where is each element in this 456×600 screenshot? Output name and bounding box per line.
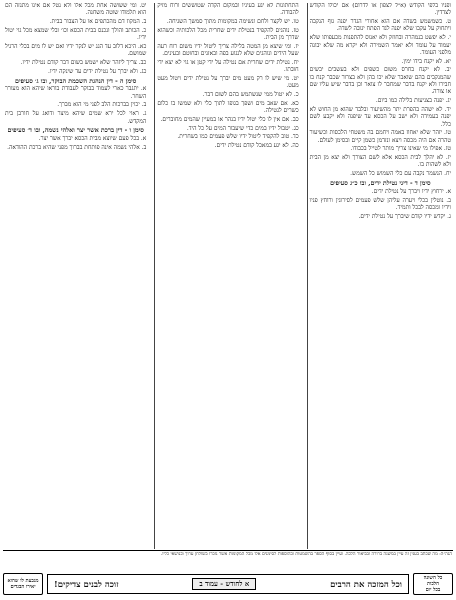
paragraph: ט. כשמשמש בשדה אם הוא אחורי הגדר יפנה גוף הנקבה ויתחוק על עקבו שלא יפנה לגד הפתח יגובה לשדה. [309,19,451,33]
footer-divider [3,550,453,551]
logo-stamp: מגבעת לו שהוא יאירו הבגדים [3,573,43,595]
banner-left-text: זוכה לבנים צדיקים! [54,579,119,590]
paragraph: כא. היכא דלוב עד הגג יש לנקר ידיו ואם יש לו מים בכלי הרגיל שמושם. [5,43,147,58]
paragraph: א. יתגבר כארי לעמוד בבוקר לעבודת בוראו שיהא הוא מעורר השחר. [5,86,147,100]
paragraph: כ. הכותב והולך ונכנס בבית הכסא וכו׳ ובלי שמצא מכל גוי יטול ידיו. [5,27,147,42]
paragraph: טו. יש לקצר ולחם ונשימה במקומות מתוך סמשך השגיחה. [166,19,299,26]
paragraph: יא. לא יקנח בידו ימין. [401,58,451,65]
paragraph: יח. הנשמר נקבה עם כלי השמוש כל השמש. [350,171,451,178]
paragraph: כ. לא יטול ממי שנשתמש בהם לשום דבר. [202,92,299,99]
paragraph: יג. יפנה בצניעות בלילה כמו ביום. [375,98,451,105]
section-heading: סימן ה - דין הנהגת השכמת הבוקר, ובו ג׳ סעיפים [15,77,137,85]
paragraph: יח. נטילת ידים שחרית אם נטילה על ידי קטן או גוי לא יצא ידי חובתו. [157,59,299,74]
column-middle [154,3,300,549]
halachot-stamp: כל השונה הלכות בכל יום [413,573,453,595]
paragraph: כד. טוב להקפיד ליטול ידיו שלש פעמים כמו בשחרית. [177,134,299,141]
section-heading: סימן ו - דין ברכת אשר יצר ואלהי נשמה, ובו ד׳ סעיפים [7,127,144,135]
paragraph: כב. אם אין לו כלי יטול ידיו בנהר או במעיין שהמים מחוברים. [160,116,299,123]
banner-right-text: וכל המזכה את הרבים [330,579,402,590]
column-left [3,3,148,549]
column-right [307,3,453,549]
section-heading: סימן ד - דיני נטילת ידים, ובו כ״ג סעיפים [330,179,431,187]
paragraph: התחתונות לא יגע בעיניו ובמקום הקדה שטוששים ורוח מזיק להבודה. [157,3,299,17]
paragraph: י. לא יפשט בנמהרה ובחוזק ולא יאנוס להתפנות מכעפותו שלא יעמוד על עומד ולא יאמר השמירה ולא יקרא מה שלא יבונה מלפני העומד. [309,35,451,56]
paragraph: כג. ולא יברך על נטילת ידים עד שינקה ידיו. [47,68,147,75]
paragraph: יב. לא יקנח בחרס משום כשפים ולא בעשבים יבשים שהמנקבים בהם שואבר שלא יכו בהן ולא בצרור שכבר קנח בו חבירו ולא יקנח בדבר שמחבר לו צואר וכן בדבר שיש עליו שם או צורה. [309,67,451,96]
paragraph: כב. צריך ליזהר שלא ישמש בשום דבר קודם נטילת ידיו. [20,59,147,66]
paragraph: כה. לא יגע במאכל קודם נטילת ידים. [214,143,299,150]
daily-banner [47,574,409,594]
paragraph: יז. ומי שיצא מן המטה בלילה צריך ליטול ידיו משום רוח רעה שעל הידים ונוהגים שלא לנגוע בפה ובאזנים ובחוטם ובעינים. [157,43,299,58]
paragraph: ופניו בלפי הקודש (א״ל לצפון או לדרום) אם יכולו הקודש לצדדין. [309,3,451,17]
paragraph: ב. המקוז דם מהכתפים או על הצבור בבית. [49,19,147,26]
paragraph: א. בכל פעם שיוצא מבית הכסא יברך אשר יצר. [38,136,147,143]
paragraph: א. ירחוץ ידיו ויברך על נטילת ידים. [371,188,451,195]
bottom-bar [3,571,453,597]
page-indicator: א לחודש - עמוד ב [192,578,256,590]
paragraph: ב. נוטלין בכלי ויערה עליהן שלש פעמים לסירוגין ורוחץ פניו וידיו ומכסה לבכל ותמיד. [309,197,451,211]
text-columns [3,3,453,549]
paragraph: יד. לא ישהה בהפרת יתר מהשיעור ובלבד שהוא מן החוש לא יפנה בעמידה ולא ישב על הכסא עד שיפנה ולא יקבע לשם כלל. [309,106,451,128]
paragraph: ב. אלהי נשמה אינה פותחת בברוך מפני שהיא ברכת ההודאה. [7,144,147,151]
footnote: הגה״ה: מה שכתב בענין זה עיין במשנה ברורה ובביאור הלכה. ועיין בסוף הספר בהשמטות ובהוספות לסימנים אלו מכל המקומות אשר נזכרו בשולחן ערוך ובנושאי כליו. [160,552,452,557]
paragraph: יט. ומי ששושה אחת מכל אלו ולא נטל אם אינו מתנזה הם הוא תלמודו שוטה משחנה. [5,3,147,17]
paragraph: טו. יזהר שלא יאחוז באמה ויחמם בה משטחי הלכסות וכשיעור טהרה אם היה מכסה ויצא ונזדמן כשמן קיים ובסימן לעולם. [309,130,451,144]
paragraph: כא. אם שאב מים ושפך בגופו לתוך כלי ולא שמשו בו כלום כשרים לנטילה. [157,100,299,115]
paragraph: טז. אפילו מי שאינו צריך מותר לטייל בכבודו. [350,146,451,153]
paragraph: יט. מי שיש לו רק מעט מים יברך על נטילת ידים ויטול מעט מעט. [157,76,299,90]
paragraph: ב. יכוין בברכות הלב לפני מי הוא מברך. [57,102,147,109]
paragraph: טז. נוהגים להקפיד בנטילת ידים שחרית מכל הלכותיה וכשהוא שדרך מן הבית. [157,27,299,42]
paragraph: ג. ראוי לכל ירא שמים שיהא מיצר ודואג על חורבן בית המקדש. [5,111,147,125]
paragraph: ג. יקדש ידיו קודם שיברך על נטילת ידים. [358,213,451,220]
paragraph: יז. לא יהלך לבית הכסא אלא לשם הצורך ולא יצא מן הבית ולא לשהות בו. [309,155,451,169]
paragraph: כג. יטבול ידיו במים כדי שיעבור המים על כל היד. [186,125,299,132]
